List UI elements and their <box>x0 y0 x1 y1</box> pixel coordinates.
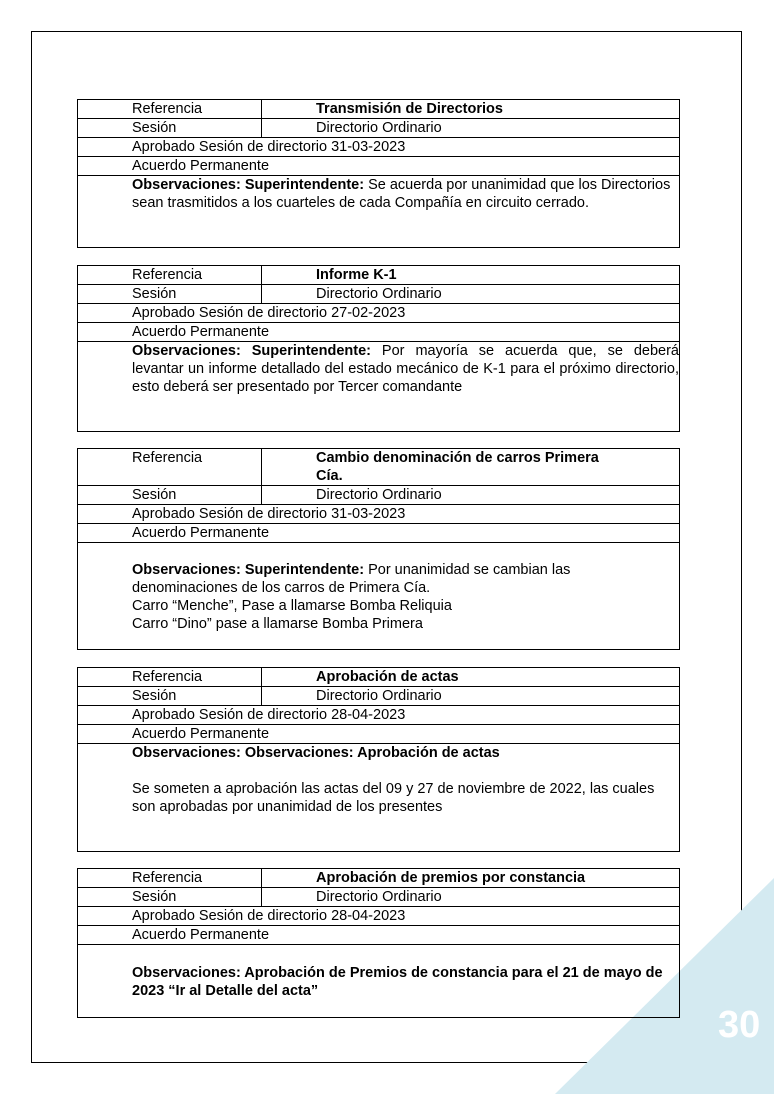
acuerdo-row: Acuerdo Permanente <box>78 157 680 176</box>
referencia-value: Aprobación de actas <box>262 668 680 687</box>
observaciones-text: Se acuerda por unanimidad que los Directorios sean trasmitidos a los cuarteles de cada Compañía en circuito cerrado. <box>132 177 671 211</box>
observaciones-label: Observaciones: Aprobación de Premios de constancia para el 21 de mayo de 2023 “Ir al Detalle del acta” <box>132 965 663 999</box>
referencia-value: Informe K-1 <box>262 266 680 285</box>
label-referencia: Referencia <box>78 869 262 888</box>
page-number: 30 <box>718 1004 761 1046</box>
observaciones-cell <box>78 744 680 852</box>
referencia-value: Aprobación de premios por constancia <box>262 869 680 888</box>
sesion-value: Directorio Ordinario <box>262 486 680 505</box>
label-referencia: Referencia <box>78 668 262 687</box>
sesion-value: Directorio Ordinario <box>262 119 680 138</box>
record-table <box>77 448 680 650</box>
observaciones-line: Carro “Menche”, Pase a llamarse Bomba Reliquia <box>132 598 452 614</box>
observaciones-label: Observaciones: Superintendente: <box>132 343 371 359</box>
label-sesion: Sesión <box>78 888 262 907</box>
aprobado-row: Aprobado Sesión de directorio 28-04-2023 <box>78 907 680 926</box>
observaciones-text: Se someten a aprobación las actas del 09 y 27 de noviembre de 2022, las cuales son aprobadas por unanimidad de los presentes <box>132 781 655 815</box>
acuerdo-row: Acuerdo Permanente <box>78 725 680 744</box>
record-table <box>77 99 680 248</box>
referencia-value: Transmisión de Directorios <box>262 100 680 119</box>
label-referencia: Referencia <box>78 449 262 486</box>
label-referencia: Referencia <box>78 100 262 119</box>
aprobado-row: Aprobado Sesión de directorio 31-03-2023 <box>78 505 680 524</box>
label-sesion: Sesión <box>78 119 262 138</box>
observaciones-label: Observaciones: Observaciones: Aprobación de actas <box>132 745 500 761</box>
aprobado-row: Aprobado Sesión de directorio 27-02-2023 <box>78 304 680 323</box>
observaciones-label: Observaciones: Superintendente: <box>132 177 365 193</box>
observaciones-text: Por mayoría se acuerda que, se deberá levantar un informe detallado del estado mecánico de K-1 para el próximo directorio, esto deberá ser presentado por Tercer comandante <box>132 343 679 395</box>
sesion-value: Directorio Ordinario <box>262 285 680 304</box>
label-sesion: Sesión <box>78 687 262 706</box>
aprobado-row: Aprobado Sesión de directorio 31-03-2023 <box>78 138 680 157</box>
observaciones-line: Carro “Dino” pase a llamarse Bomba Primera <box>132 616 423 632</box>
acuerdo-row: Acuerdo Permanente <box>78 926 680 945</box>
record-table <box>77 667 680 852</box>
acuerdo-row: Acuerdo Permanente <box>78 524 680 543</box>
aprobado-row: Aprobado Sesión de directorio 28-04-2023 <box>78 706 680 725</box>
acuerdo-row: Acuerdo Permanente <box>78 323 680 342</box>
observaciones-cell <box>78 543 680 650</box>
sesion-value: Directorio Ordinario <box>262 687 680 706</box>
label-sesion: Sesión <box>78 486 262 505</box>
observaciones-cell <box>78 176 680 248</box>
observaciones-text: Por unanimidad se cambian las denominaciones de los carros de Primera Cía. <box>132 562 571 596</box>
record-table <box>77 265 680 432</box>
observaciones-cell <box>78 945 680 1018</box>
observaciones-label: Observaciones: Superintendente: <box>132 562 365 578</box>
observaciones-cell <box>78 342 680 432</box>
label-referencia: Referencia <box>78 266 262 285</box>
record-table <box>77 868 680 1018</box>
sesion-value: Directorio Ordinario <box>262 888 680 907</box>
referencia-value: Cambio denominación de carros Primera Cía. <box>262 449 680 486</box>
label-sesion: Sesión <box>78 285 262 304</box>
